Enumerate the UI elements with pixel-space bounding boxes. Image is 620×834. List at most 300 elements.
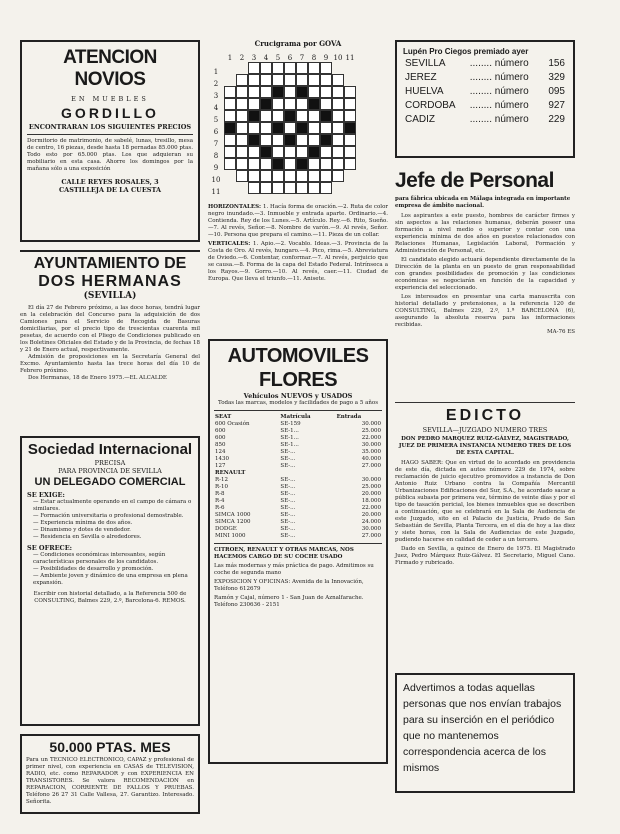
autos-model: R-4 <box>215 498 225 504</box>
crossword <box>208 40 388 325</box>
crossword-cell <box>224 182 236 194</box>
crossword-cell <box>332 158 344 170</box>
crossword-col-number: 4 <box>263 54 269 62</box>
ad-automoviles <box>208 339 388 764</box>
crossword-cell <box>284 134 296 146</box>
novios-address2: CASTILLEJA DE LA CUESTA <box>58 186 161 194</box>
ayto-body: El día 27 de Febrero próximo, a las doce horas, tendrá lugar en la celebración del Concurso para la adquisición de dos Camiones para el Servicio de Recogida de Basuras domiciliarias, por el precio tipo de trescientas cuarenta mil pesetas, de acuerdo con el Pliego de Condiciones publicado en los Boletines Oficiales del Estado y de la Provincia, de fechas 18 y 21 de Enero actual, respectivamente. <box>20 305 200 353</box>
autos-price: 30.000 <box>361 526 381 532</box>
lottery-row <box>403 99 567 113</box>
crossword-cell <box>284 86 296 98</box>
crossword-cell <box>284 158 296 170</box>
exige-item: — Residencia en Sevilla o alrededores. <box>33 534 142 540</box>
crossword-cell <box>260 158 272 170</box>
crossword-cell <box>320 74 332 86</box>
autos-row <box>214 428 382 435</box>
jefe-body2: El candidato elegido actuará dependiente directamente de la Dirección de la planta en un puesto de gran responsabilidad con grandes posibilidades de promoción y las condiciones económicas se negociarán en función de la capacidad y experiencia del seleccionado. <box>395 257 575 291</box>
vertical-label: VERTICALES: <box>208 241 251 247</box>
crossword-col-number: 8 <box>311 54 317 62</box>
crossword-cell <box>236 98 248 110</box>
autos-footer1: CITROEN, RENAULT Y OTRAS MARCAS, NOS HACEMOS CARGO DE SU COCHE USADO <box>214 547 354 560</box>
autos-mat: SE-... <box>280 498 296 504</box>
crossword-cell <box>332 122 344 134</box>
crossword-cell <box>272 134 284 146</box>
lottery-row <box>403 113 567 127</box>
autos-footer4: Ramón y Cajal, número 1 - San Juan de Aznalfarache. Teléfono 230636 - 2151 <box>214 595 364 608</box>
autos-model: R-12 <box>215 477 228 483</box>
crossword-cell <box>272 122 284 134</box>
lottery-number: 095 <box>548 86 565 97</box>
crossword-cell <box>224 62 236 74</box>
crossword-cell <box>308 134 320 146</box>
autos-head-model: SEAT <box>215 414 232 420</box>
crossword-cell <box>224 170 236 182</box>
crossword-cell <box>308 86 320 98</box>
lottery-city: JEREZ <box>405 72 437 83</box>
autos-model: 600 <box>215 435 226 441</box>
autos-price: 35.000 <box>361 449 381 455</box>
crossword-cell <box>344 110 356 122</box>
ofrece-item: — Posibilidades de desarrollo y promoción. <box>33 566 154 572</box>
autos-row <box>214 421 382 428</box>
crossword-row-number: 11 <box>211 188 221 196</box>
crossword-cell <box>332 74 344 86</box>
autos-head-mat: Matrícula <box>280 414 311 420</box>
crossword-cell <box>272 182 284 194</box>
autos-mat: SE-... <box>280 533 296 539</box>
autos-footer2: Las más modernas y más práctica de pago. Admitimos su coche de segunda mano <box>214 563 374 576</box>
crossword-cell <box>260 74 272 86</box>
autos-price: 30.000 <box>361 421 381 427</box>
crossword-cell <box>236 62 248 74</box>
crossword-cell <box>284 146 296 158</box>
crossword-cell <box>272 170 284 182</box>
exige-item: — Estar actualmente operando en el campo de cámara o similares. <box>33 499 192 512</box>
crossword-cell <box>344 182 356 194</box>
crossword-cell <box>344 74 356 86</box>
autos-row <box>214 526 382 533</box>
soc-exige-label: SE EXIGE: <box>27 491 65 499</box>
crossword-cell <box>248 146 260 158</box>
autos-model: 124 <box>215 449 226 455</box>
crossword-row-number: 9 <box>213 164 219 172</box>
jefe-body3: Los interesados en presentar una carta manuscrita con historial detallado y pretensiones, a la referencia 120 de CONSULTING, Balmes 229, 2.º, 1.ª BARCELONA (6), asegurando la absoluta reserva para las informaciones recibidas. <box>395 294 575 328</box>
edicto <box>395 402 575 667</box>
jefe-ref: MA-76 ES <box>547 329 575 335</box>
crossword-cell <box>320 98 332 110</box>
autos-price: 22.000 <box>361 435 381 441</box>
soc-ofrece-label: SE OFRECE: <box>27 544 73 552</box>
autos-mat: SE-1... <box>280 435 299 441</box>
autos-model: SIMCA 1000 <box>215 512 251 518</box>
crossword-cell <box>308 158 320 170</box>
autos-mat: SE-... <box>280 491 296 497</box>
edicto-body: HAGO SABER: Que en virtud de lo acordado en providencia de este día, dictada en autos número 229 de 1974, sobre reclamación de juicio ejecutivo promovidos a instancia de Don Antonio Ruiz Urbano contra la Compañía Mercantil Urbanizaciones Edificaciones del Sur, S.A., he acordado sacar a pública subasta por primera vez, término de veinte días y por el tipo de tasación pericial, los bienes inmuebles que se describen a continuación, que se celebrará en la Sala de Audiencia de este Juzgado, sito en el Palacio de Justicia, Prado de San Sebastián de Sevilla, Planta Tercera, en el día de hoy a las diez y siete horas, con la Sala de Audiencias de este Juzgado, pudiendo hacerse en calidad de ceder a un tercero. <box>395 460 575 543</box>
crossword-row-number: 5 <box>213 116 219 124</box>
crossword-col-number: 5 <box>275 54 281 62</box>
autos-row <box>214 512 382 519</box>
crossword-cell <box>224 74 236 86</box>
crossword-cell <box>224 158 236 170</box>
lottery-row <box>403 71 567 85</box>
soc-role: UN DELEGADO COMERCIAL <box>34 476 186 488</box>
exige-item: — Formación universitaria o profesional demostrable. <box>33 513 184 519</box>
crossword-cell <box>260 170 272 182</box>
autos-mat: SE-... <box>280 526 296 532</box>
ad-sociedad <box>20 436 200 726</box>
crossword-cell <box>248 182 260 194</box>
crossword-cell <box>344 158 356 170</box>
crossword-cell <box>296 170 308 182</box>
crossword-cell <box>344 122 356 134</box>
crossword-cell <box>308 74 320 86</box>
crossword-cell <box>248 134 260 146</box>
autos-price: 25.000 <box>361 484 381 490</box>
crossword-cell <box>296 98 308 110</box>
crossword-row-number: 10 <box>211 176 221 184</box>
lottery-number: 927 <box>548 100 565 111</box>
crossword-cell <box>260 134 272 146</box>
crossword-cell <box>296 62 308 74</box>
autos-row <box>214 470 382 477</box>
crossword-cell <box>320 62 332 74</box>
autos-row <box>214 484 382 491</box>
crossword-cell <box>236 110 248 122</box>
mes-body: Para un TECNICO ELECTRONICO, CAPAZ y profesional de primer nivel, con experiencia en CASAS de TELEVISION, RADIO, etc. como REPARADOR y con EXPERIENCIA EN TRANSISTORES. Se valora RECOMENDACION en REPARACION, CORRIENTE DE FALLOS Y PRUEBAS. Teléfono 26 27 31 Calle Vallesa, 27. Garantizo. Interesado. Señorita. <box>26 757 194 805</box>
crossword-row-number: 2 <box>213 80 219 88</box>
novios-address1: CALLE REYES ROSALES, 3 <box>61 178 159 186</box>
crossword-cell <box>284 122 296 134</box>
crossword-cell <box>308 146 320 158</box>
crossword-cell <box>260 98 272 110</box>
crossword-cell <box>320 110 332 122</box>
autos-mat: SE-159 <box>280 421 301 427</box>
autos-table <box>214 414 382 540</box>
autos-model: 850 <box>215 442 226 448</box>
autos-price: 25.000 <box>361 428 381 434</box>
lottery-label: ........ número <box>469 72 529 83</box>
autos-mat: SE-... <box>280 449 296 455</box>
crossword-cell <box>308 122 320 134</box>
crossword-cell <box>224 134 236 146</box>
crossword-row-number: 7 <box>213 140 219 148</box>
crossword-col-number: 9 <box>323 54 329 62</box>
autos-row <box>214 435 382 442</box>
mes-title: 50.000 PTAS. MES <box>49 739 171 755</box>
crossword-cell <box>284 98 296 110</box>
crossword-cell <box>224 146 236 158</box>
autos-model: 600 Ocasión <box>215 421 250 427</box>
notice-box <box>395 673 575 793</box>
ad-novios <box>20 40 200 242</box>
exige-item: — Dinamismo y dotes de vendedor. <box>33 527 131 533</box>
crossword-cell <box>344 98 356 110</box>
crossword-grid <box>224 62 356 194</box>
autos-title: AUTOMOVILES FLORES <box>227 345 369 391</box>
crossword-cell <box>296 146 308 158</box>
crossword-cell <box>236 74 248 86</box>
crossword-row-number: 8 <box>213 152 219 160</box>
lottery-row <box>403 57 567 71</box>
ofrece-item: — Condiciones económicas interesantes, según características personales de los candidatos. <box>33 552 166 565</box>
soc-sub2: PARA PROVINCIA DE SEVILLA <box>58 467 162 475</box>
crossword-cell <box>332 146 344 158</box>
right-column <box>395 40 575 793</box>
autos-row <box>214 456 382 463</box>
crossword-cell <box>248 62 260 74</box>
lottery-number: 329 <box>548 72 565 83</box>
crossword-col-number: 7 <box>299 54 305 62</box>
autos-row <box>214 491 382 498</box>
crossword-cell <box>260 122 272 134</box>
crossword-cell <box>332 110 344 122</box>
autos-row <box>214 519 382 526</box>
autos-head-price: Entrada <box>336 414 362 420</box>
soc-title: Sociedad Internacional <box>27 441 193 458</box>
crossword-cell <box>236 170 248 182</box>
novios-sub: EN MUEBLES <box>71 95 149 103</box>
crossword-title: Crucigrama por GOVA <box>254 39 342 48</box>
autos-model: SIMCA 1200 <box>215 519 251 525</box>
crossword-cell <box>236 122 248 134</box>
crossword-cell <box>308 170 320 182</box>
autos-model: R-6 <box>215 505 225 511</box>
crossword-col-number: 11 <box>345 54 355 62</box>
crossword-cell <box>272 98 284 110</box>
crossword-cell <box>332 98 344 110</box>
lottery-label: ........ número <box>469 58 529 69</box>
autos-sub: Vehículos NUEVOS y USADOS <box>243 392 353 400</box>
horizontal-label: HORIZONTALES: <box>208 204 262 210</box>
soc-footer: Escribir con historial detallado, a la Referencia 500 de CONSULTING, Balmes 229, 2.º, Barcelona-6. REMOS. <box>33 591 187 604</box>
autos-mat <box>279 470 335 477</box>
autos-desc: Todas las marcas, modelos y facilidades de pago a 5 años <box>217 400 379 406</box>
crossword-cell <box>308 62 320 74</box>
autos-row <box>214 477 382 484</box>
crossword-cell <box>332 62 344 74</box>
crossword-cell <box>296 158 308 170</box>
crossword-cell <box>344 62 356 74</box>
exige-item: — Experiencia mínima de dos años. <box>33 520 133 526</box>
crossword-cell <box>320 182 332 194</box>
ad-mes <box>20 734 200 814</box>
crossword-row-number: 3 <box>213 92 219 100</box>
autos-mat: SE-... <box>280 484 296 490</box>
crossword-cell <box>224 86 236 98</box>
left-column <box>20 40 200 814</box>
autos-price: 27.000 <box>361 463 381 469</box>
edicto-head: DON PEDRO MARQUEZ RUIZ-GÁLVEZ, MAGISTRADO, JUEZ DE PRIMERA INSTANCIA NUMERO TRES DE LOS DE ESTA CAPITAL. <box>398 436 572 456</box>
ayto-title3: (SEVILLA) <box>83 291 137 301</box>
autos-price: 40.000 <box>361 456 381 462</box>
lottery-title: Lupén Pro Ciegos premiado ayer <box>403 47 529 56</box>
lottery-city: HUELVA <box>405 86 444 97</box>
crossword-cell <box>320 122 332 134</box>
autos-row <box>214 449 382 456</box>
crossword-col-number: 10 <box>333 54 343 62</box>
crossword-col-number: 2 <box>239 54 245 62</box>
crossword-cell <box>236 158 248 170</box>
crossword-cell <box>332 182 344 194</box>
crossword-cell <box>272 62 284 74</box>
crossword-cell <box>320 170 332 182</box>
crossword-cell <box>344 86 356 98</box>
soc-ofrece-list <box>27 552 193 587</box>
crossword-cell <box>248 98 260 110</box>
lottery-number: 229 <box>548 114 565 125</box>
lottery-city: CADIZ <box>405 114 435 125</box>
ayto-title2: DOS HERMANAS <box>38 273 182 290</box>
autos-mat: SE-1... <box>280 428 299 434</box>
crossword-cell <box>344 170 356 182</box>
autos-price: 22.000 <box>361 505 381 511</box>
crossword-cell <box>284 62 296 74</box>
crossword-cell <box>284 110 296 122</box>
crossword-col-number: 1 <box>227 54 233 62</box>
crossword-cell <box>320 146 332 158</box>
edicto-title: EDICTO <box>445 407 525 424</box>
ofrece-item: — Ambiente joven y dinámico de una empresa en plena expansión. <box>33 573 188 586</box>
autos-mat: SE-... <box>280 477 296 483</box>
crossword-cell <box>224 98 236 110</box>
lottery-box <box>395 40 575 158</box>
novios-body: Dormitorio de matrimonio, de sabelé, lunas, tresillo, mesa de centro, 16 piezas, desde hasta 18 pernadas 85.000 ptas. Todo esto por 65.000 ptas. Los que adquieran su mobiliario en esta casa. Ahorre los domingos por la mañana sólo a una exposición <box>27 138 193 172</box>
autos-mat: SE-... <box>280 463 296 469</box>
crossword-cell <box>344 134 356 146</box>
crossword-row-number: 4 <box>213 104 219 112</box>
crossword-cell <box>260 62 272 74</box>
crossword-row-number: 6 <box>213 128 219 136</box>
autos-row <box>214 463 382 470</box>
crossword-clues <box>208 204 388 239</box>
crossword-cell <box>272 86 284 98</box>
autos-mat: SE-1... <box>280 442 299 448</box>
crossword-cell <box>272 158 284 170</box>
autos-model: R-8 <box>215 491 225 497</box>
crossword-cell <box>296 86 308 98</box>
autos-model: R-10 <box>215 484 228 490</box>
jefe-title: Jefe de Personal <box>395 169 554 192</box>
crossword-cell <box>296 134 308 146</box>
crossword-clues-vertical <box>208 241 388 283</box>
crossword-col-numbers <box>224 54 356 62</box>
crossword-col-number: 6 <box>287 54 293 62</box>
crossword-cell <box>224 110 236 122</box>
soc-sub1: PRECISA <box>94 459 126 467</box>
autos-row <box>214 505 382 512</box>
crossword-row-number: 1 <box>213 68 219 76</box>
crossword-cell <box>260 146 272 158</box>
lottery-number: 156 <box>548 58 565 69</box>
crossword-cell <box>248 122 260 134</box>
crossword-cell <box>344 146 356 158</box>
crossword-cell <box>308 182 320 194</box>
novios-title: ATENCION NOVIOS <box>63 47 157 90</box>
crossword-cell <box>320 158 332 170</box>
crossword-cell <box>260 182 272 194</box>
crossword-cell <box>236 182 248 194</box>
novios-brand: GORDILLO <box>61 105 159 121</box>
ayto-body2: Admisión de proposiciones en la Secretaría General del Excmo. Ayuntamiento hasta las trece horas del día 10 de Febrero próximo. <box>20 354 200 374</box>
autos-model: 127 <box>215 463 226 469</box>
autos-price: 30.000 <box>361 477 381 483</box>
autos-row <box>214 533 382 540</box>
lottery-label: ........ número <box>469 86 529 97</box>
soc-exige-list <box>27 499 193 541</box>
autos-price: 20.000 <box>361 491 381 497</box>
crossword-cell <box>296 182 308 194</box>
autos-price: 27.000 <box>361 533 381 539</box>
crossword-cell <box>236 146 248 158</box>
crossword-cell <box>284 170 296 182</box>
middle-column <box>208 40 388 764</box>
autos-price: 18.000 <box>361 498 381 504</box>
ayto-sign: Dos Hermanas, 18 de Enero 1975.—EL ALCALDE <box>28 375 167 381</box>
edicto-sub: SEVILLA—JUZGADO NUMERO TRES <box>422 426 548 434</box>
autos-model: 1430 <box>215 456 229 462</box>
crossword-cell <box>272 146 284 158</box>
autos-model: RENAULT <box>215 470 246 476</box>
crossword-cell <box>332 170 344 182</box>
autos-row <box>214 498 382 505</box>
crossword-cell <box>320 86 332 98</box>
crossword-cell <box>296 74 308 86</box>
crossword-cell <box>260 110 272 122</box>
lottery-table <box>403 57 567 127</box>
ayto-title1: AYUNTAMIENTO DE <box>33 255 187 272</box>
lottery-city: SEVILLA <box>405 58 446 69</box>
autos-mat: SE-... <box>280 456 296 462</box>
crossword-cell <box>332 134 344 146</box>
crossword-cell <box>248 110 260 122</box>
crossword-cell <box>284 74 296 86</box>
crossword-cell <box>308 98 320 110</box>
crossword-cell <box>248 74 260 86</box>
autos-mat: SE-... <box>280 505 296 511</box>
crossword-cell <box>260 86 272 98</box>
autos-mat: SE-... <box>280 519 296 525</box>
lottery-label: ........ número <box>469 114 529 125</box>
autos-price: 30.000 <box>361 442 381 448</box>
crossword-cell <box>236 86 248 98</box>
crossword-cell <box>320 134 332 146</box>
horizontal-clues: 1. Hacía forma de oración.—2. Ruta de color negro inundado.—3. Inmueble y entrada aparte. Ordinario.—4. Contienda. Rey de los Lunes.—5. Artículo. Rey.—6. Rito, Sueño.—7. Al revés, Señor.—8. Nombre de varón.—9. Al revés, Señor.—10. Persona que prepara el camino.—11. Pieza de un collar. <box>208 204 389 238</box>
crossword-cell <box>248 170 260 182</box>
crossword-cell <box>272 74 284 86</box>
crossword-cell <box>248 158 260 170</box>
crossword-row-numbers <box>208 54 224 198</box>
autos-mat: SE-... <box>280 512 296 518</box>
autos-row <box>214 442 382 449</box>
jefe-body: Los aspirantes a este puesto, hombres de carácter firmes y sin aspectos a las relaciones humanas, deberán poseer una formación a nivel medio o superior y contar con una experiencia mínima de dos años en puestos relacionados con Relaciones Humanas, Legislación Laboral, Formación y Administración de Personal, etc. <box>395 213 575 254</box>
crossword-cell <box>248 86 260 98</box>
autos-price: 24.000 <box>361 519 381 525</box>
jefe-sub: para fábrica ubicada en Málaga integrada en importante empresa de ámbito nacional. <box>395 196 571 209</box>
lottery-row <box>403 85 567 99</box>
crossword-cell <box>332 86 344 98</box>
crossword-cell <box>236 134 248 146</box>
autos-model: DODGE <box>215 526 237 532</box>
crossword-cell <box>224 122 236 134</box>
novios-tag: ENCONTRARAN LOS SIGUIENTES PRECIOS <box>28 123 192 131</box>
autos-model: MINI 1000 <box>215 533 246 539</box>
lottery-label: ........ número <box>469 100 529 111</box>
crossword-cell <box>308 110 320 122</box>
autos-price <box>336 470 382 477</box>
ad-jefe <box>395 168 575 398</box>
vertical-clues: 1. Apio.—2. Vocablo. Ideas.—3. Provincia de la Costa de Oro. Al revés, hungaro.—4. Pico, rima.—5. Abreviatura de Oviedo.—6. Contentar, conformar.—7. Al revés, perjuicio que se causa.—8. Forma de la capa del Estado Federal. Intrínseca a los Rayos.—9. Gorro.—10. Al revés, caer.—11. Ciudad de Europa. Que lleva el triunfo.—11. Anisete. <box>208 241 389 282</box>
notice-text: Advertimos a todas aquellas personas que nos envían trabajos para su inserción en el periódico que no mantenemos correspondencia acerca de los mismos <box>403 682 562 774</box>
